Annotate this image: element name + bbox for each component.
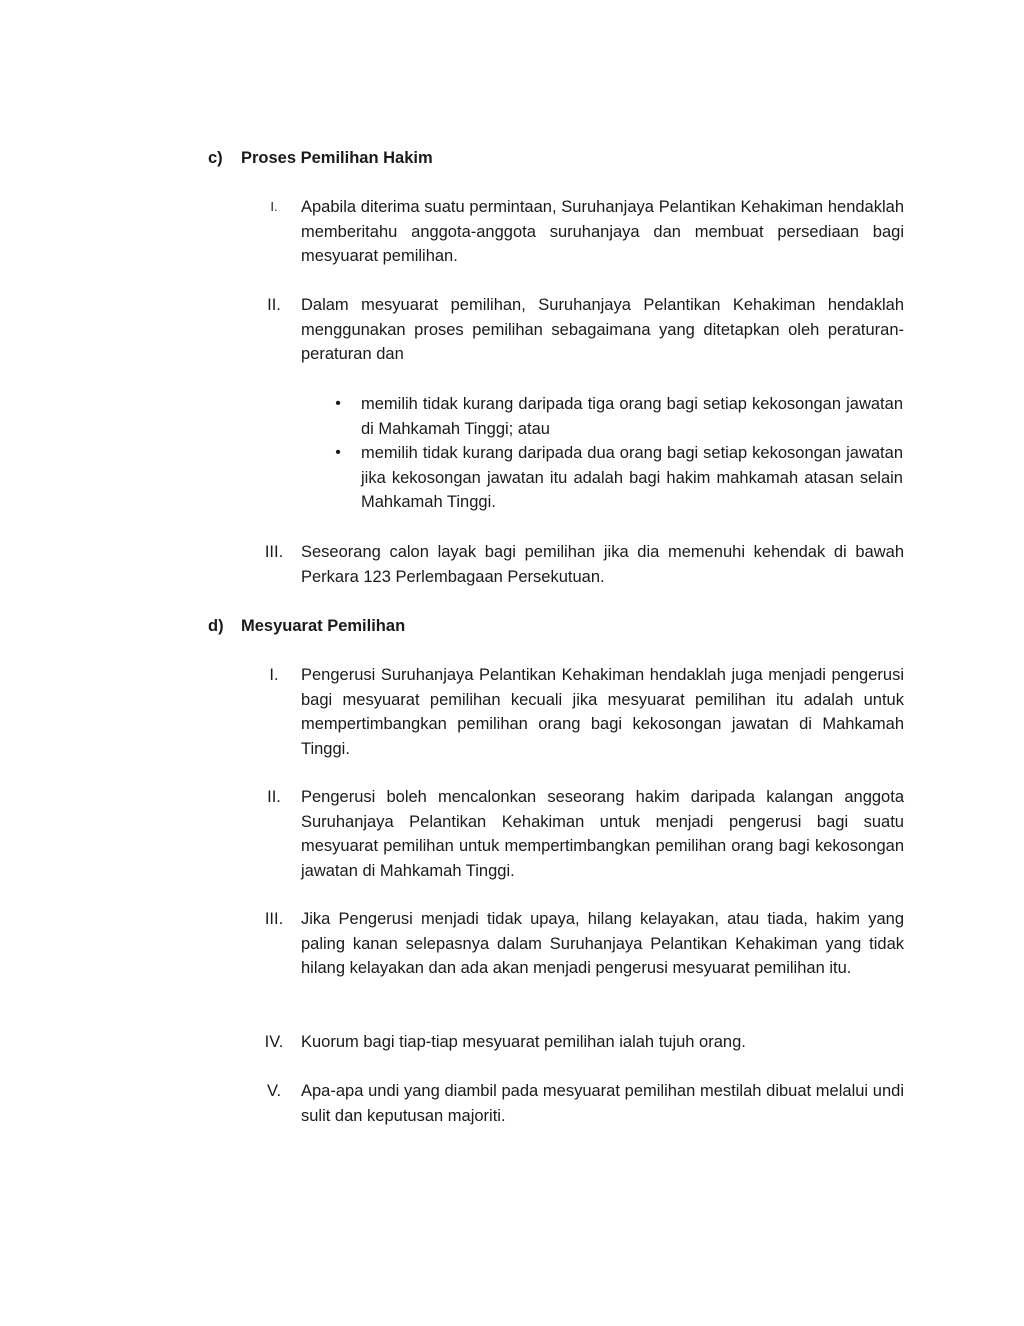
bullet-text: memilih tidak kurang daripada tiga orang bagi setiap kekosongan jawatan di Mahkamah Tinggi; atau	[361, 395, 903, 438]
bullet-item	[328, 441, 908, 515]
section-d-item-4	[248, 1030, 908, 1055]
item-text: Jika Pengerusi menjadi tidak upaya, hilang kelayakan, atau tiada, hakim yang paling kanan selepasnya dalam Suruhanjaya Pelantikan Kehakiman yang tidak hilang kelayakan dan ada akan menjadi pengerusi mesyuarat pemilihan itu.	[301, 910, 904, 977]
item-number: IV.	[264, 1033, 284, 1051]
item-text: Dalam mesyuarat pemilihan, Suruhanjaya Pelantikan Kehakiman hendaklah menggunakan proses pemilihan sebagaimana yang ditetapkan oleh peraturan-peraturan dan	[301, 296, 904, 363]
bullet-text: memilih tidak kurang daripada dua orang bagi setiap kekosongan jawatan jika kekosongan jawatan itu adalah bagi hakim mahkamah atasan selain Mahkamah Tinggi.	[361, 444, 903, 511]
item-number: I.	[269, 666, 279, 684]
item-text: Pengerusi Suruhanjaya Pelantikan Kehakiman hendaklah juga menjadi pengerusi bagi mesyuarat pemilihan kecuali jika mesyuarat pemilihan itu adalah untuk mempertimbangkan pemilihan orang bagi kekosongan jawatan di Mahkamah Tinggi.	[301, 666, 904, 758]
item-text: Apa-apa undi yang diambil pada mesyuarat pemilihan mestilah dibuat melalui undi sulit dan keputusan majoriti.	[301, 1082, 904, 1125]
section-c-bullet-list	[328, 392, 908, 515]
section-d-title: Mesyuarat Pemilihan	[241, 617, 406, 635]
item-number: I.	[270, 199, 278, 214]
item-text: Seseorang calon layak bagi pemilihan jika dia memenuhi kehendak di bawah Perkara 123 Perlembagaan Persekutuan.	[301, 543, 904, 586]
section-d-item-3	[248, 907, 908, 981]
item-number: II.	[267, 788, 281, 806]
section-c-title: Proses Pemilihan Hakim	[241, 149, 433, 167]
bullet-item	[328, 392, 908, 441]
section-d-item-2	[248, 785, 908, 883]
item-number: II.	[267, 296, 281, 314]
bullet-icon: •	[335, 395, 341, 412]
section-d-heading	[208, 614, 405, 638]
item-number: III.	[264, 543, 284, 561]
section-c-heading	[208, 146, 433, 170]
item-text: Apabila diterima suatu permintaan, Suruhanjaya Pelantikan Kehakiman hendaklah memberitahu anggota-anggota suruhanjaya dan membuat persediaan bagi mesyuarat pemilihan.	[301, 198, 904, 265]
item-number: III.	[264, 910, 284, 928]
bullet-icon: •	[335, 444, 341, 461]
item-text: Pengerusi boleh mencalonkan seseorang hakim daripada kalangan anggota Suruhanjaya Pelantikan Kehakiman untuk menjadi pengerusi bagi suatu mesyuarat pemilihan untuk mempertimbangkan pemilihan orang bagi kekosongan jawatan di Mahkamah Tinggi.	[301, 788, 904, 880]
section-c-letter: c)	[208, 149, 223, 167]
section-c-item-2	[248, 293, 908, 367]
item-text: Kuorum bagi tiap-tiap mesyuarat pemilihan ialah tujuh orang.	[301, 1033, 746, 1051]
section-d-letter: d)	[208, 617, 224, 635]
section-d-item-1	[248, 663, 908, 761]
section-c-item-3	[248, 540, 908, 589]
section-d-item-5	[248, 1079, 908, 1128]
section-c-item-1	[248, 195, 908, 269]
item-number: V.	[266, 1082, 282, 1100]
